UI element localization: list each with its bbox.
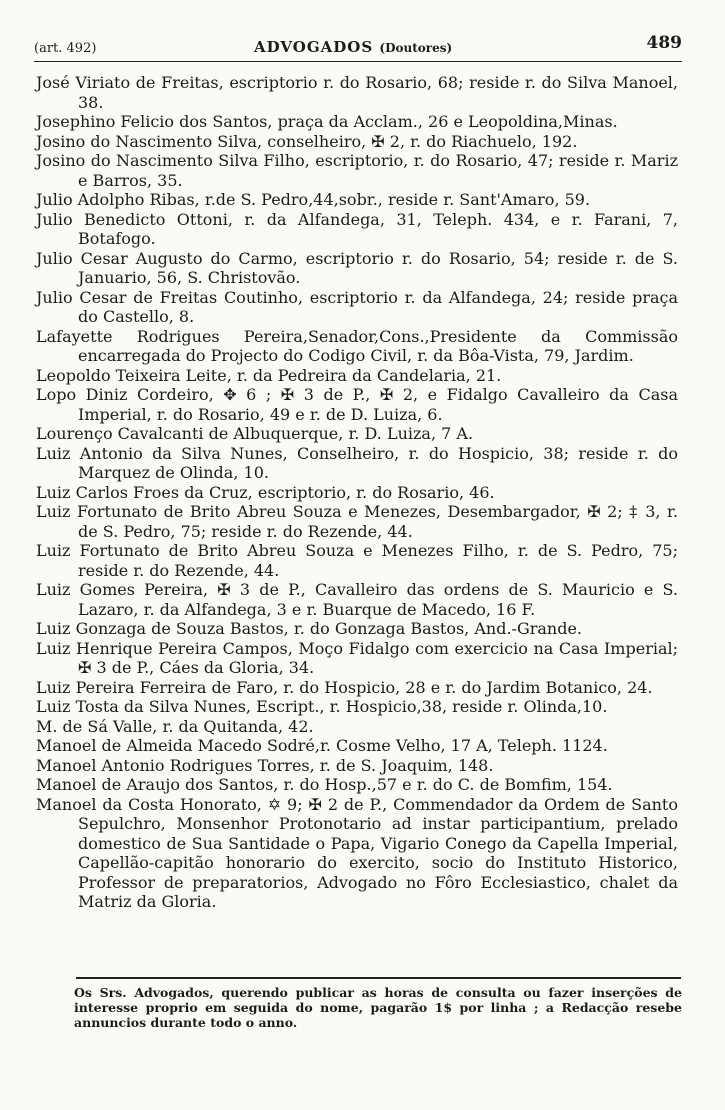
entry: Leopoldo Teixeira Leite, r. da Pedreira da Candelaria, 21. <box>36 365 502 385</box>
entry: José Viriato de Freitas, escriptorio r. do Rosario, 68; reside r. do Silva Manoel, 38. <box>36 73 678 112</box>
entry: Luiz Carlos Froes da Cruz, escriptorio, r. do Rosario, 46. <box>36 482 495 502</box>
entry: Josephino Felicio dos Santos, praça da Acclam., 26 e Leopoldina,Minas. <box>36 112 618 131</box>
entry: M. de Sá Valle, r. da Quitanda, 42. <box>36 716 314 736</box>
entry: Josino do Nascimento Silva, conselheiro, ✠ 2, r. do Riachuelo, 192. <box>36 131 578 151</box>
section-title <box>254 38 452 56</box>
entry: Lafayette Rodrigues Pereira,Senador,Cons.,Presidente da Commissão encarregada do Projecto do Codigo Civil, r. da Bôa-Vista, 79, Jardim. <box>36 326 678 365</box>
section-title-sub: (Doutores) <box>379 41 453 55</box>
page-number: 489 <box>646 33 682 53</box>
section-title-main: ADVOGADOS <box>254 38 374 56</box>
entry: Manoel de Araujo dos Santos, r. do Hosp.,57 e r. do C. de Bomfim, 154. <box>36 775 613 794</box>
footer-notice-text: Os Srs. Advogados, querendo publicar as horas de consulta ou fazer inserções de interesse proprio em seguida do nome, pagarão 1$ por linha ; a Redacção resebe annuncios durante todo o anno. <box>74 985 682 1030</box>
entry: Luiz Henrique Pereira Campos, Moço Fidalgo com exercicio na Casa Imperial; ✠ 3 de P., Cáes da Gloria, 34. <box>36 638 678 677</box>
entry: Luiz Gonzaga de Souza Bastos, r. do Gonzaga Bastos, And.-Grande. <box>36 619 583 638</box>
entry: Josino do Nascimento Silva Filho, escriptorio, r. do Rosario, 47; reside r. Mariz e Barros, 35. <box>36 151 678 190</box>
entry: Manoel Antonio Rodrigues Torres, r. de S. Joaquim, 148. <box>36 755 494 775</box>
entry: Luiz Fortunato de Brito Abreu Souza e Menezes Filho, r. de S. Pedro, 75; reside r. do Rezende, 44. <box>36 541 678 580</box>
footer-divider <box>76 977 681 979</box>
article-reference: (art. 492) <box>34 41 97 56</box>
entry: Luiz Tosta da Silva Nunes, Escript., r. Hospicio,38, reside r. Olinda,10. <box>36 697 608 716</box>
entry: Julio Benedicto Ottoni, r. da Alfandega, 31, Teleph. 434, e r. Farani, 7, Botafogo. <box>36 209 678 248</box>
running-header <box>34 33 682 62</box>
entry: Luiz Fortunato de Brito Abreu Souza e Menezes, Desembargador, ✠ 2; ‡ 3, r. de S. Pedro, 75; reside r. do Rezende, 44. <box>36 502 678 541</box>
entry: Lopo Diniz Cordeiro, ✥ 6 ; ✠ 3 de P., ✠ 2, e Fidalgo Cavalleiro da Casa Imperial, r. do Rosario, 49 e r. de D. Luiza, 6. <box>36 385 678 424</box>
entry: Luiz Gomes Pereira, ✠ 3 de P., Cavalleiro das ordens de S. Mauricio e S. Lazaro, r. da Alfandega, 3 e r. Buarque de Macedo, 16 F. <box>36 580 678 619</box>
entry: Julio Adolpho Ribas, r.de S. Pedro,44,sobr., reside r. Sant'Amaro, 59. <box>36 190 591 209</box>
entry: Luiz Pereira Ferreira de Faro, r. do Hospicio, 28 e r. do Jardim Botanico, 24. <box>36 677 653 697</box>
directory-entries <box>36 73 678 912</box>
entry: Manoel da Costa Honorato, ✡ 9; ✠ 2 de P., Commendador da Ordem de Santo Sepulchro, Monsenhor Protonotario ad instar participantium, prelado domestico de Sua Santidade o Papa, Vigario Conego da Capella Imperial, Capellão-capitão honorario do exercito, socio do Instituto Historico, Professor de preparatorios, Advogado no Fôro Ecclesiastico, chalet da Matriz da Gloria. <box>36 794 678 911</box>
entry: Lourenço Cavalcanti de Albuquerque, r. D. Luiza, 7 A. <box>36 424 474 443</box>
entry: Luiz Antonio da Silva Nunes, Conselheiro, r. do Hospicio, 38; reside r. do Marquez de Olinda, 10. <box>36 443 678 482</box>
entry: Manoel de Almeida Macedo Sodré,r. Cosme Velho, 17 A, Teleph. 1124. <box>36 736 608 755</box>
footer-notice <box>34 985 682 1030</box>
entry: Julio Cesar Augusto do Carmo, escriptorio r. do Rosario, 54; reside r. de S. Januario, 56, S. Christovão. <box>36 248 678 287</box>
entry: Julio Cesar de Freitas Coutinho, escriptorio r. da Alfandega, 24; reside praça do Castello, 8. <box>36 287 678 326</box>
